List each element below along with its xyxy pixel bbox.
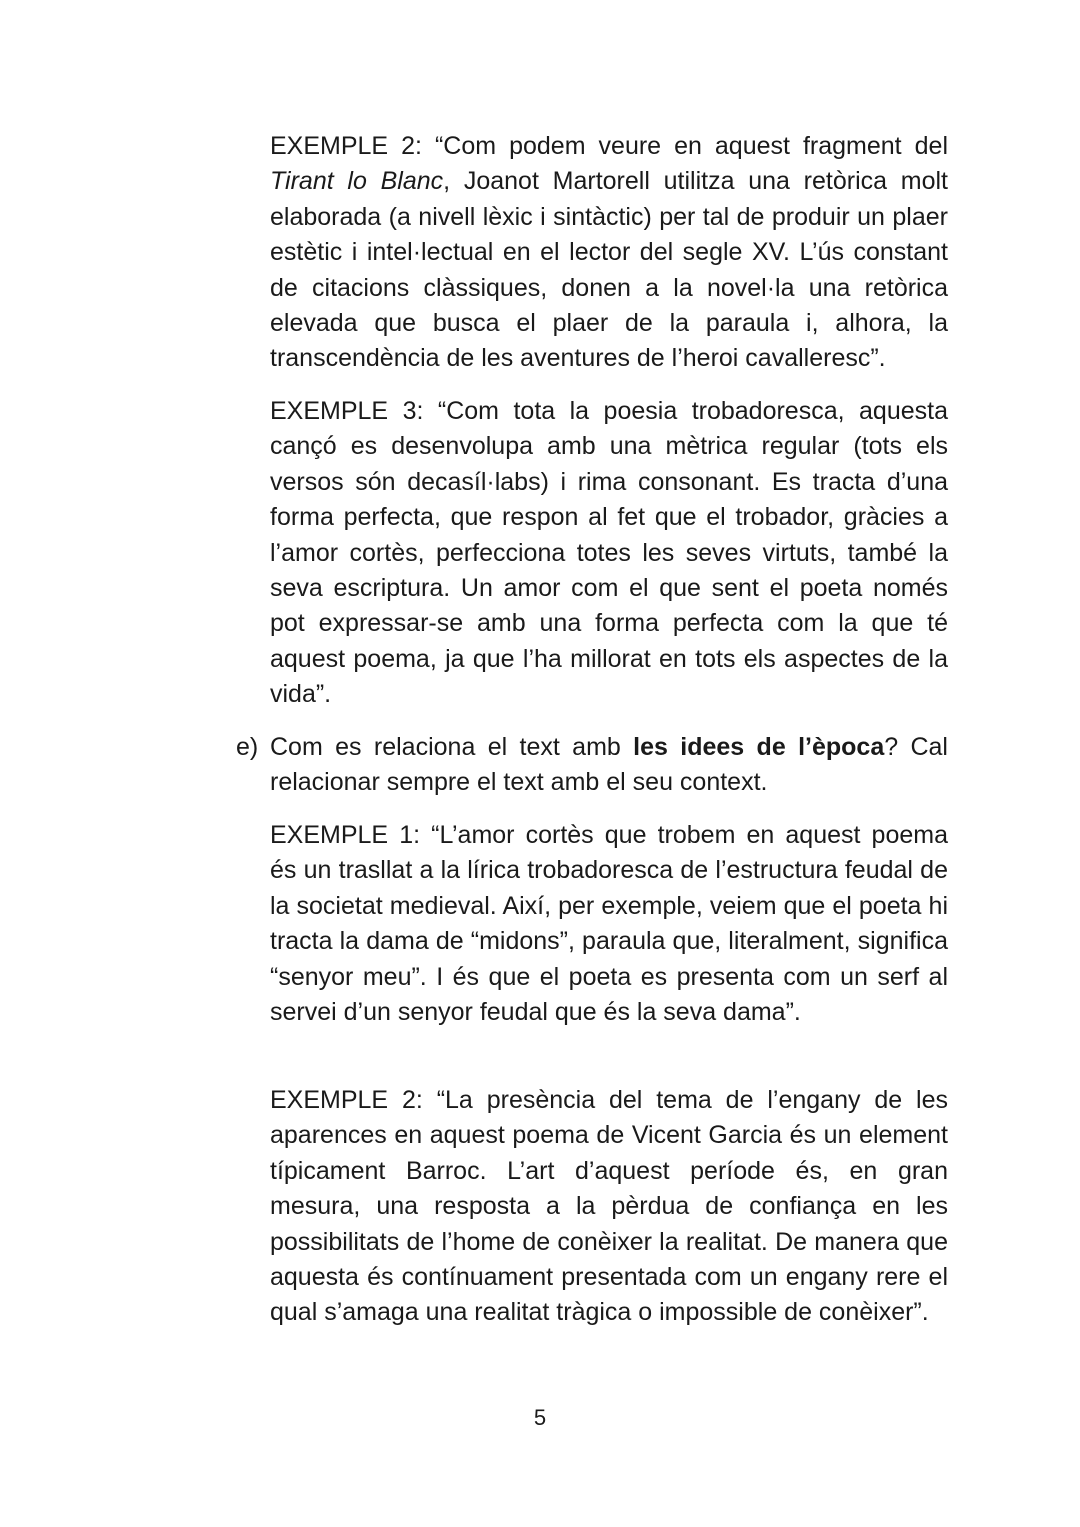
example-1-amor-paragraph: EXEMPLE 1: “L’amor cortès que trobem en aquest poema és un trasllat a la lírica trobadoresca de l’estructura feudal de la societat medieval. Així, per exemple, veiem que el poeta hi tracta la dama de “midons”, paraula que, literalment, significa “senyor meu”. I és que el poeta es presenta com un serf al servei d’un senyor feudal que és la seva dama”. xyxy=(270,821,948,1027)
page-number: 5 xyxy=(533,1405,547,1430)
example-3-poesia-paragraph: EXEMPLE 3: “Com tota la poesia trobadoresca, aquesta cançó es desenvolupa amb una mètrica regular (tots els versos són decasíl·labs) i rima consonant. Es tracta d’una forma perfecta, que respon al fet que el trobador, gràcies a l’amor cortès, perfecciona totes les seves virtuts, també la seva escriptura. Un amor com el que sent el poeta només pot expressar-se amb una forma perfecta com la que té aquest poema, ja que l’ha millorat en tots els aspectes de la vida”. xyxy=(270,397,948,709)
example-2-barroc-paragraph: EXEMPLE 2: “La presència del tema de l’engany de les aparences en aquest poema de Vicent Garcia és un element típicament Barroc. L’art d’aquest període és, en gran mesura, una resposta a la pèrdua de confiança en les possibilitats de l’home de conèixer la realitat. De manera que aquesta és contínuament presentada com un engany rere el qual s’amaga una realitat tràgica o impossible de conèixer”. xyxy=(270,1086,948,1327)
question-e-after: ? Cal relacionar sempre el text amb el seu context. xyxy=(270,733,948,797)
example-2-tirant-lead: EXEMPLE 2: “Com podem veure en aquest fragment del xyxy=(270,132,948,160)
question-e-before: Com es relaciona el text amb xyxy=(270,733,634,761)
example-2-tirant-paragraph xyxy=(270,129,948,377)
work-title-tirant: Tirant lo Blanc xyxy=(270,167,444,196)
example-2-tirant-body: , Joanot Martorell utilitza una retòrica molt elaborada (a nivell lèxic i sintàctic) per tal de produir un plaer estètic i intel·lectual en el lector del segle XV. L’ús constant de citacions clàssiques, donen a la novel·la una retòrica elevada que busca el plaer de la paraula i, alhora, la transcendència de les aventures de l’heroi cavalleresc”. xyxy=(270,167,948,373)
question-e-label: e) xyxy=(236,733,259,761)
question-e-text xyxy=(270,730,948,801)
question-e-bold: les idees de l’època xyxy=(633,733,885,761)
